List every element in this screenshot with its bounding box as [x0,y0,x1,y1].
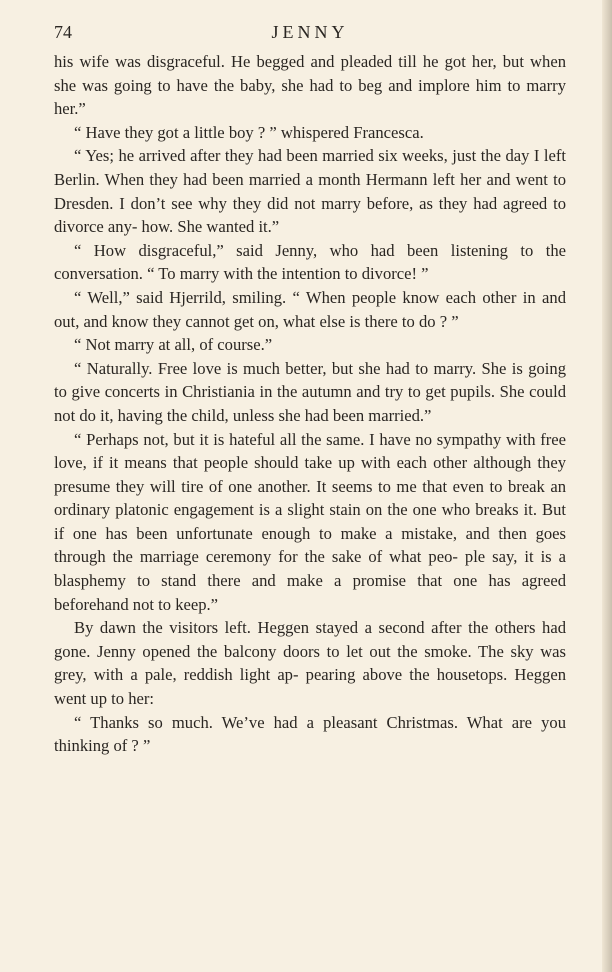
paragraph: “ Yes; he arrived after they had been married six weeks, just the day I left Berlin. When they had been married a month Hermann left her and went to Dresden. I don’t see why they did not marry before, as they had agreed to divorce any- how. She wanted it.” [54,146,566,237]
page-header [54,18,566,46]
running-head: JENNY [271,22,349,42]
paragraph: “ Well,” said Hjerrild, smiling. “ When people know each other in and out, and know they cannot get on, what else is there to do ? ” [54,287,566,331]
paragraph: “ Have they got a little boy ? ” whispered Francesca. [74,122,424,142]
text-body [54,50,566,758]
paragraph: “ Naturally. Free love is much better, but she had to marry. She is going to give concerts in Christiania in the autumn and try to get pupils. She could not do it, having the child, unless she had been married.” [54,358,566,425]
paragraph: his wife was disgraceful. He begged and pleaded till he got her, but when she was going to have the baby, she had to beg and implore him to marry her.” [54,52,566,119]
paragraph: By dawn the visitors left. Heggen stayed a second after the others had gone. Jenny opened the balcony doors to let out the smoke. The sky was grey, with a pale, reddish light ap- pearing above the housetops. Heggen went up to her: [54,618,566,709]
paragraph: “ How disgraceful,” said Jenny, who had been listening to the conversation. “ To marry with the intention to divorce! ” [54,240,566,284]
paragraph: “ Thanks so much. We’ve had a pleasant Christmas. What are you thinking of ? ” [54,712,566,756]
page-number: 74 [54,22,72,42]
page-spine-shadow [602,0,612,972]
paragraph: “ Not marry at all, of course.” [74,335,273,355]
paragraph: “ Perhaps not, but it is hateful all the same. I have no sympathy with free love, if it means that people should take up with each other although they presume they will tire of one another. It seems to me that even to break an ordinary platonic engagement is a slight stain on the one who breaks it. But if one has been unfortunate enough to make a mistake, and then goes through the marriage ceremony for the sake of what peo- ple say, it is a blasphemy to stand there and make a promise that one has agreed beforehand not to keep.” [54,429,566,614]
